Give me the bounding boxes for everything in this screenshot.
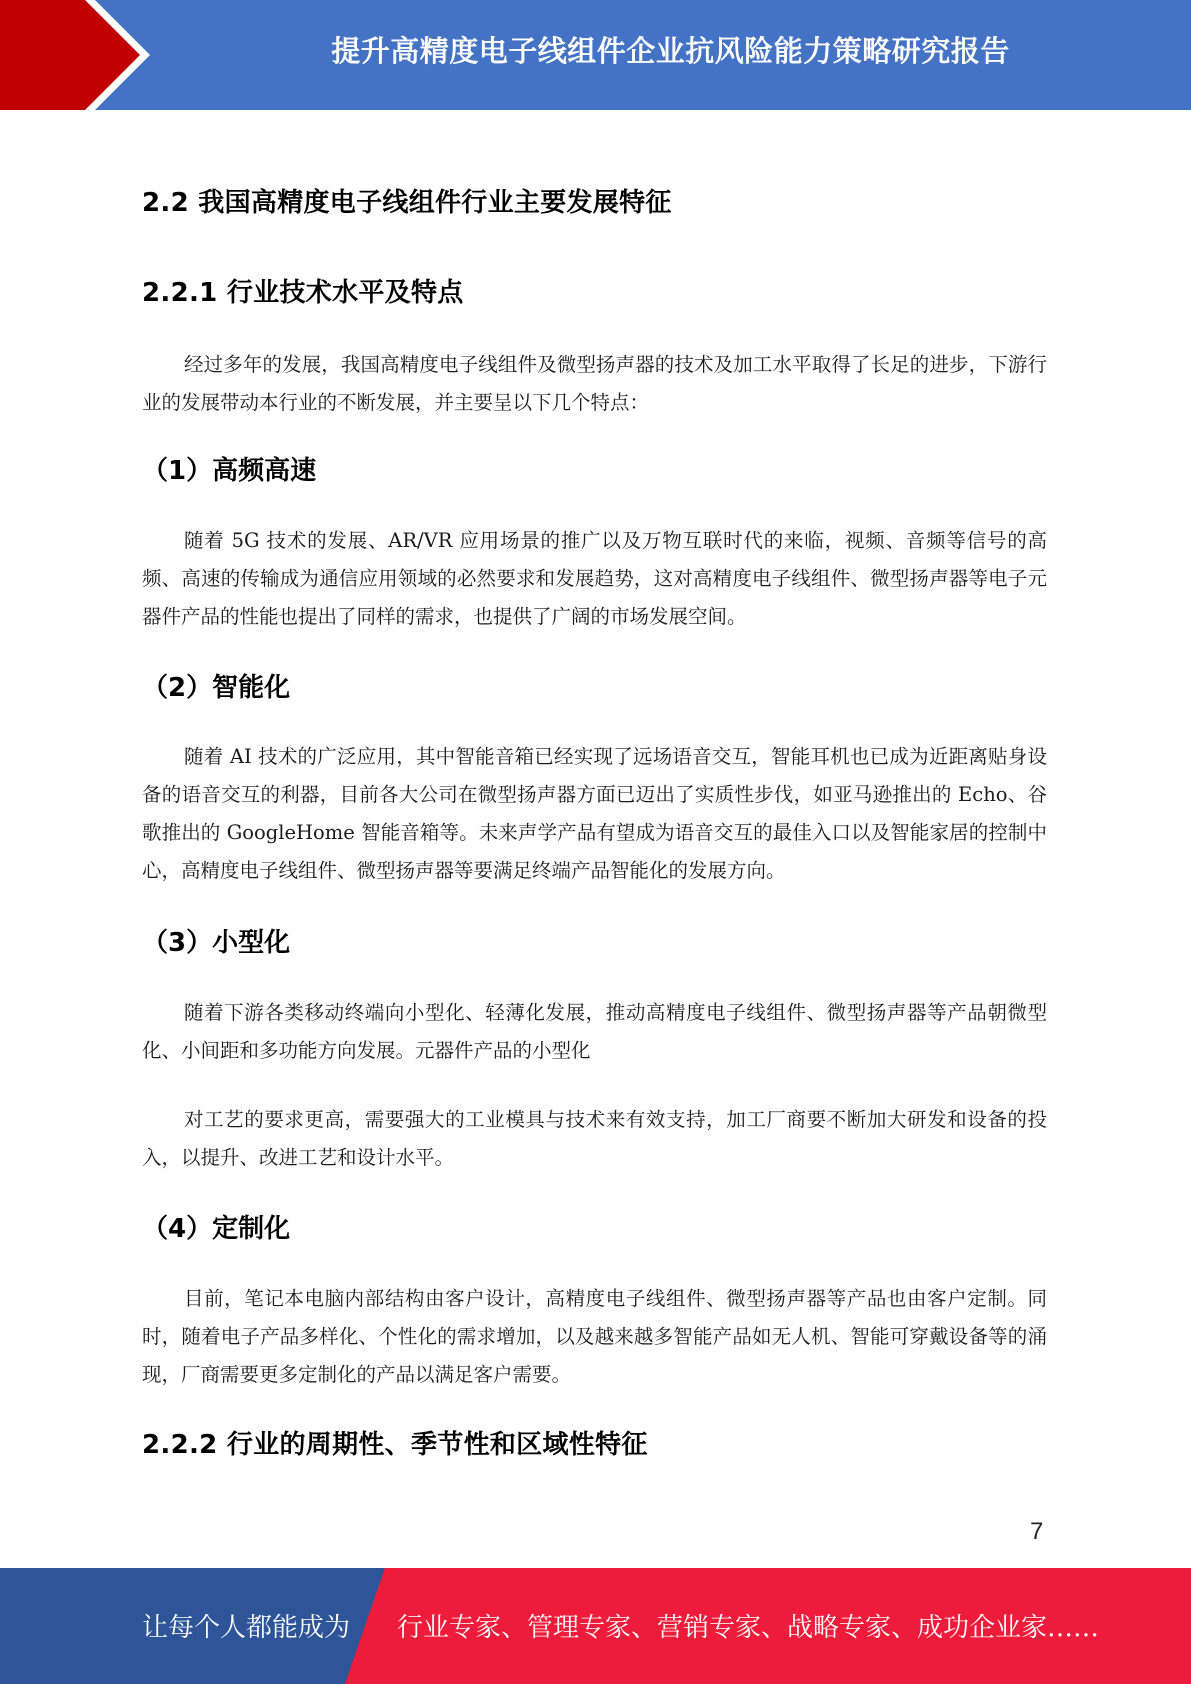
item-heading-high-frequency: （1）高频高速	[142, 456, 317, 486]
paragraph-miniaturization-2: 对工艺的要求更高，需要强大的工业模具与技术来有效支持，加工厂商要不断加大研发和设备的投入，以提升、改进工艺和设计水平。	[142, 1108, 1047, 1169]
footer-slogan-left: 让每个人都能成为	[142, 1613, 351, 1643]
paragraph-miniaturization-1: 随着下游各类移动终端向小型化、轻薄化发展，推动高精度电子线组件、微型扬声器等产品朝微型化、小间距和多功能方向发展。元器件产品的小型化	[142, 1001, 1047, 1062]
section-heading-2-2-2: 2.2.2 行业的周期性、季节性和区域性特征	[142, 1430, 648, 1460]
section-heading-2-2-1: 2.2.1 行业技术水平及特点	[142, 278, 464, 308]
page-header	[0, 0, 1191, 110]
page-number: 7	[1030, 1518, 1044, 1545]
intro-paragraph: 经过多年的发展，我国高精度电子线组件及微型扬声器的技术及加工水平取得了长足的进步，下游行业的发展带动本行业的不断发展，并主要呈以下几个特点：	[142, 353, 1047, 414]
footer-slogan-right: 行业专家、管理专家、营销专家、战略专家、成功企业家……	[397, 1613, 1100, 1643]
paragraph-customization: 目前，笔记本电脑内部结构由客户设计，高精度电子线组件、微型扬声器等产品也由客户定制。同时，随着电子产品多样化、个性化的需求增加，以及越来越多智能产品如无人机、智能可穿戴设备等的涌现，厂商需要更多定制化的产品以满足客户需要。	[142, 1287, 1047, 1386]
item-heading-intelligent: （2）智能化	[142, 673, 291, 703]
paragraph-intelligent: 随着 AI 技术的广泛应用，其中智能音箱已经实现了远场语音交互，智能耳机也已成为近距离贴身设备的语音交互的利器，目前各大公司在微型扬声器方面已迈出了实质性步伐，如亚马逊推出的 Echo、谷歌推出的 GoogleHome 智能音箱等。未来声学产品有望成为语音交互的最佳入口以及智能家居的控制中心，高精度电子线组件、微型扬声器等要满足终端产品智能化的发展方向。	[142, 745, 1047, 882]
section-heading-2-2: 2.2 我国高精度电子线组件行业主要发展特征	[142, 188, 672, 218]
page-footer	[0, 1568, 1191, 1684]
paragraph-high-frequency: 随着 5G 技术的发展、AR/VR 应用场景的推广以及万物互联时代的来临，视频、音频等信号的高频、高速的传输成为通信应用领域的必然要求和发展趋势，这对高精度电子线组件、微型扬声器等电子元器件产品的性能也提出了同样的需求，也提供了广阔的市场发展空间。	[142, 529, 1047, 628]
item-heading-customization: （4）定制化	[142, 1214, 291, 1244]
item-heading-miniaturization: （3）小型化	[142, 928, 291, 958]
header-title: 提升高精度电子线组件企业抗风险能力策略研究报告	[331, 34, 1010, 68]
